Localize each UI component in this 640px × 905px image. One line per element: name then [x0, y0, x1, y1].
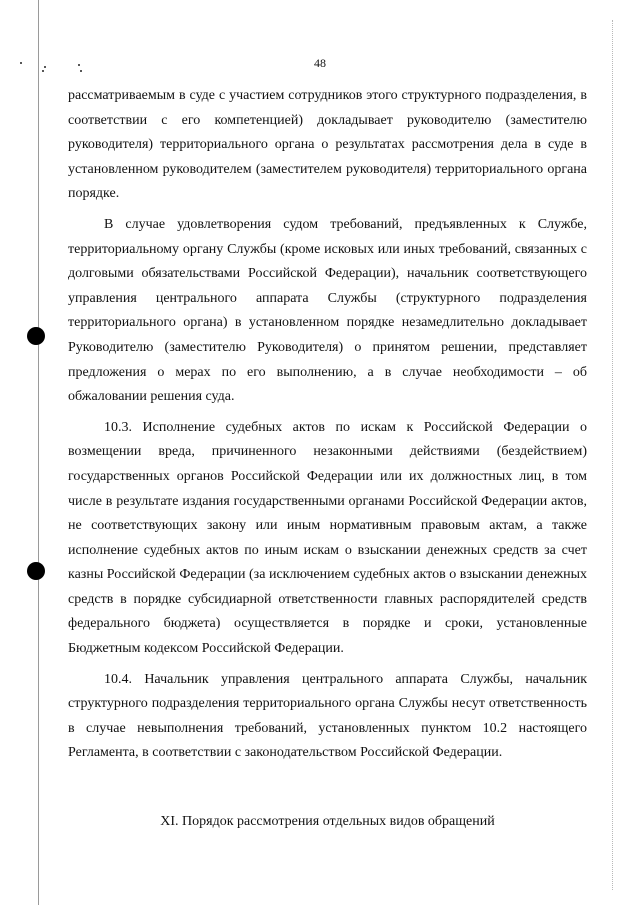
section-heading: XI. Порядок рассмотрения отдельных видов обращений — [160, 814, 495, 829]
scan-speck — [80, 70, 82, 72]
page-number: 48 — [314, 56, 326, 70]
page-edge-right — [612, 20, 613, 890]
paragraph-continuation: рассматриваемым в суде с участием сотрудников этого структурного подразделения, в соответствии с его компетенцией) докладывает руководителю (заместителю руководителя) территориального органа о результатах рассмотрения дела в суде в установленном руководителем (заместителем руководителя) территориального органа порядке. — [68, 88, 587, 202]
punch-hole-bottom — [27, 562, 45, 580]
page-edge-left — [38, 0, 39, 905]
paragraph-10-4: 10.4. Начальник управления центрального аппарата Службы, начальник структурного подразделения территориального органа Службы несут ответственность в случае невыполнения требований, установленных пунктом 10.2 настоящего Регламента, в соответствии с законодательством Российской Федерации. — [68, 671, 587, 761]
scan-speck — [42, 70, 44, 72]
paragraph-court-satisfaction: В случае удовлетворения судом требований, предъявленных к Службе, территориальному органу Службы (кроме исковых или иных требований, связанных с долговыми обязательствами Российской Федерации), начальник соответствующего управления центрального аппарата Службы (структурного подразделения территориального органа) в установленном порядке незамедлительно докладывает Руководителю (заместителю Руководителя) о принятом решении, представляет предложения о мерах по его выполнению, а в случае необходимости – об обжаловании решения суда. — [68, 216, 587, 405]
punch-hole-top — [27, 327, 45, 345]
document-body — [68, 84, 587, 766]
paragraph-10-3: 10.3. Исполнение судебных актов по искам к Российской Федерации о возмещении вреда, причиненного незаконными действиями (бездействием) государственных органов Российской Федерации или их должностных лиц, в том числе в результате издания государственными органами Российской Федерации актов, не соответствующих закону или иным нормативным правовым актам, а также исполнение судебных актов по иным искам о взыскании денежных средств за счет казны Российской Федерации (за исключением судебных актов о взыскании денежных средств в порядке субсидиарной ответственности главных распорядителей средств федерального бюджета) осуществляется в порядке и сроки, установленные Бюджетным кодексом Российской Федерации. — [68, 419, 587, 657]
